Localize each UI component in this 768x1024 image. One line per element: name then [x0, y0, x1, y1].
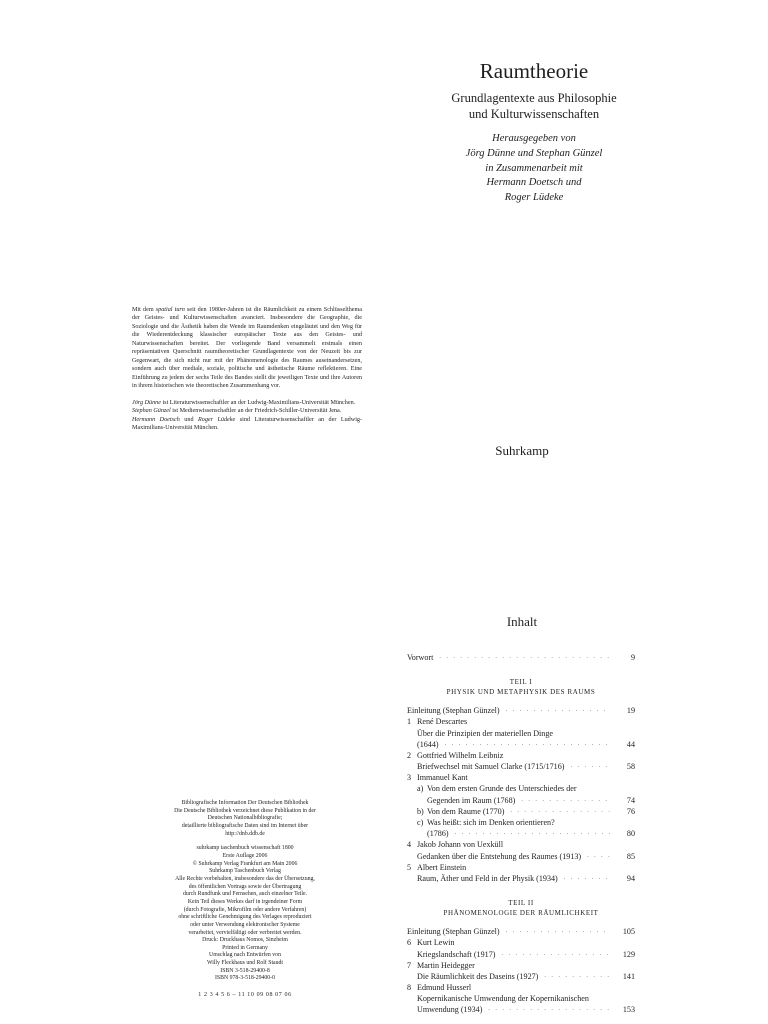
- toc-page-number: 19: [626, 706, 635, 716]
- imprint-line: ohne schriftliche Genehmigung des Verlages reproduziert: [178, 914, 312, 921]
- toc-entry-number: 4: [407, 840, 412, 850]
- toc-page-number: 9: [630, 652, 635, 662]
- toc-entry[interactable]: [407, 971, 635, 982]
- editor-line: Hermann Doetsch und: [486, 177, 582, 189]
- author-bio: ist Medienwissenschaftler an der Friedrich-Schiller-Universität Jena.: [170, 408, 342, 415]
- imprint-line: Alle Rechte vorbehalten, insbesondere das der Übersetzung,: [175, 875, 315, 882]
- part-label: TEIL I: [509, 678, 533, 687]
- toc-entry-title: Gegenden im Raum (1768): [427, 795, 516, 805]
- toc-entry-number: 8: [407, 983, 412, 993]
- toc-part-header: [407, 677, 635, 697]
- toc-page-number: 141: [622, 971, 635, 981]
- table-of-contents: [407, 652, 635, 1016]
- imprint-line: Suhrkamp Taschenbuch Verlag: [209, 868, 281, 875]
- toc-page-number: 74: [626, 795, 635, 805]
- toc-entry[interactable]: [407, 993, 635, 1004]
- subtitle-line: und Kulturwissenschaften: [468, 106, 600, 121]
- toc-entry[interactable]: [407, 1005, 635, 1016]
- title-page: [400, 60, 668, 206]
- toc-entry[interactable]: [407, 873, 635, 884]
- toc-entry[interactable]: [407, 828, 635, 839]
- toc-entry[interactable]: [407, 652, 635, 663]
- toc-entry-title: Kopernikanische Umwendung der Kopernikanischen: [417, 994, 589, 1004]
- author-name: Hermann Doetsch: [132, 416, 180, 423]
- toc-author-name: Immanuel Kant: [417, 773, 468, 783]
- imprint-line: detaillierte bibliografische Daten sind im Internet über: [181, 822, 309, 829]
- toc-entry[interactable]: [407, 817, 635, 828]
- toc-entry-number: 6: [407, 938, 412, 948]
- editor-line: Herausgegeben von: [492, 133, 576, 145]
- author-bio: und: [179, 416, 198, 423]
- blurb-emphasis: spatial turn: [155, 307, 185, 313]
- toc-author-name: Martin Heidegger: [417, 960, 475, 970]
- toc-entry-title: Briefwechsel mit Samuel Clarke (1715/1716): [417, 762, 565, 772]
- toc-entry[interactable]: [407, 728, 635, 739]
- imprint-line: durch Rundfunk und Fernsehen, auch einzelner Teile.: [182, 891, 308, 898]
- toc-entry-title: (1786): [427, 829, 449, 839]
- imprint-line: Deutschen Nationalbibliografie;: [207, 815, 283, 822]
- part-label: TEIL II: [508, 899, 534, 908]
- back-blurb: [132, 306, 362, 433]
- toc-entry-number: 1: [407, 717, 412, 727]
- toc-entry-title: Was heißt: sich im Denken orientieren?: [427, 818, 555, 828]
- imprint-line: Willy Fleckhaus und Rolf Staudt: [206, 960, 284, 967]
- toc-author-row: [407, 839, 635, 850]
- toc-entry-number: 5: [407, 862, 412, 872]
- imprint-line: oder unter Verwendung elektronischer Systeme: [190, 921, 300, 928]
- imprint-line: verarbeitet, vervielfältigt oder verbreitet werden.: [188, 929, 302, 936]
- toc-author-row: [407, 716, 635, 727]
- toc-page-number: 76: [626, 806, 635, 816]
- toc-author-row: [407, 750, 635, 761]
- toc-page-number: 44: [626, 739, 635, 749]
- toc-page-number: 129: [622, 949, 635, 959]
- toc-leader-dots: [445, 739, 611, 750]
- toc-heading: Inhalt: [506, 614, 538, 629]
- imprint-line: Erste Auflage 2006: [222, 852, 268, 859]
- toc-author-name: René Descartes: [417, 717, 468, 727]
- toc-leader-dots: [587, 851, 611, 862]
- toc-entry[interactable]: [407, 806, 635, 817]
- editor-line: Jörg Dünne und Stephan Günzel: [465, 148, 603, 160]
- author-name: Stephan Günzel: [132, 408, 171, 415]
- imprint-line: Bibliografische Information Der Deutschen Bibliothek: [181, 800, 309, 806]
- toc-leader-dots: [501, 949, 611, 960]
- toc-entry-title: Vorwort: [407, 652, 434, 662]
- toc-sub-marker: a): [417, 784, 424, 794]
- toc-entry[interactable]: [407, 851, 635, 862]
- toc-leader-dots: [570, 761, 611, 772]
- imprint: [150, 800, 340, 983]
- toc-leader-dots: [564, 873, 611, 884]
- imprint-line: http://dnb.ddb.de: [225, 830, 265, 837]
- toc-author-name: Albert Einstein: [417, 862, 467, 872]
- imprint-line: ISBN 3-518-29400-8: [220, 967, 270, 974]
- toc-entry-number: 7: [407, 960, 412, 970]
- toc-author-row: [407, 862, 635, 873]
- toc-author-name: Kurt Lewin: [417, 938, 455, 948]
- toc-page-number: 153: [622, 1005, 635, 1015]
- imprint-line: ISBN 978-3-518-29400-0: [214, 975, 276, 982]
- author-bio: sind Literaturwissenschaftler an der Ludwig-Maximilians-Universität München.: [132, 416, 363, 432]
- toc-entry[interactable]: [407, 761, 635, 772]
- toc-entry-title: (1644): [417, 739, 439, 749]
- toc-leader-dots: [544, 971, 611, 982]
- imprint-line: suhrkamp taschenbuch wissenschaft 1800: [196, 845, 294, 852]
- toc-page-number: 85: [626, 851, 635, 861]
- toc-leader-dots: [506, 926, 611, 937]
- print-run-numbers: 1 2 3 4 5 6 – 11 10 09 08 07 06: [198, 992, 292, 998]
- toc-entry-title: Kriegslandschaft (1917): [417, 949, 496, 959]
- toc-leader-dots: [521, 795, 611, 806]
- imprint-line: Druck: Druckhaus Nomos, Sinzheim: [202, 937, 288, 944]
- editors-credit: [400, 132, 668, 205]
- toc-entry[interactable]: [407, 795, 635, 806]
- toc-page-number: 94: [626, 873, 635, 883]
- toc-page-number: 58: [626, 762, 635, 772]
- subtitle-line: Grundlagentexte aus Philosophie: [451, 91, 617, 106]
- toc-entry-number: 3: [407, 773, 412, 783]
- toc-page-number: 80: [626, 829, 635, 839]
- blurb-text: seit den 1980er-Jahren ist die Räumlichkeit zu einem Schlüsselthema der Geistes- und Kulturwissenschaften avanciert. Insbesondere die Geographie, die Soziologie und die Ästhetik haben die Wende im Raumdenken eingeläutet und den Weg für die Wiederentdeckung klassischer europäischer Texte aus den Geistes- und Naturwissenschaften bereitet. Der vorliegende Band versammelt erstmals einen repräsentativen Querschnitt raumtheoretischer Grundlagentexte von der Neuzeit bis zur Gegenwart, die sich nicht nur mit der Phänomenologie des Raumes auseinandersetzen, sondern auch über mediale, soziale, politische und ästhetische Räume reflektieren. Eine Einführung zu jedem der sechs Teile des Bandes stellt die jeweiligen Texte und ihre Autoren in ihrem historischen wie theoretischen Zusammenhang vor.: [132, 307, 362, 390]
- toc-entry[interactable]: [407, 949, 635, 960]
- imprint-line: Umschlag nach Entwürfen von: [209, 952, 281, 959]
- imprint-line: Kein Teil dieses Werkes darf in irgendeiner Form: [187, 898, 303, 905]
- publisher-name: Suhrkamp: [495, 443, 549, 458]
- toc-leader-dots: [510, 806, 611, 817]
- imprint-line: Printed in Germany: [222, 944, 268, 951]
- editor-line: in Zusammenarbeit mit: [485, 162, 583, 174]
- book-subtitle: [400, 91, 668, 122]
- imprint-line: Die Deutsche Bibliothek verzeichnet diese Publikation in der: [174, 807, 316, 814]
- toc-sub-marker: b): [417, 806, 424, 816]
- toc-entry-title: Die Räumlichkeit des Daseins (1927): [417, 971, 539, 981]
- imprint-line: © Suhrkamp Verlag Frankfurt am Main 2006: [192, 860, 298, 867]
- toc-entry-title: Umwendung (1934): [417, 1005, 483, 1015]
- toc-sub-marker: c): [417, 818, 424, 828]
- toc-entry-number: 2: [407, 750, 412, 760]
- toc-entry-title: Einleitung (Stephan Günzel): [407, 706, 500, 716]
- toc-entry-title: Von dem Raume (1770): [427, 806, 505, 816]
- toc-leader-dots: [488, 1005, 611, 1016]
- toc-part-header: [407, 898, 635, 918]
- imprint-line: (durch Fotografie, Mikrofilm oder andere Verfahren): [183, 906, 307, 913]
- toc-author-row: [407, 982, 635, 993]
- toc-author-name: Gottfried Wilhelm Leibniz: [417, 750, 504, 760]
- author-notes: [132, 399, 362, 433]
- author-name: Jörg Dünne: [132, 399, 161, 406]
- toc-entry-title: Über die Prinzipien der materiellen Dinge: [417, 728, 553, 738]
- toc-leader-dots: [455, 828, 611, 839]
- book-title: Raumtheorie: [479, 59, 589, 83]
- part-title: PHÄNOMENOLOGIE DER RÄUMLICHKEIT: [443, 909, 599, 918]
- toc-author-row: [407, 937, 635, 948]
- toc-entry-title: Gedanken über die Entstehung des Raumes (1913): [417, 851, 582, 861]
- toc-entry[interactable]: [407, 784, 635, 795]
- author-name: Roger Lüdeke: [198, 416, 236, 423]
- author-bio: ist Literaturwissenschaftler an der Ludwig-Maximilians-Universität München.: [160, 399, 356, 406]
- blurb-paragraph: [132, 306, 362, 391]
- toc-entry[interactable]: [407, 739, 635, 750]
- blurb-text: Mit dem: [132, 307, 156, 313]
- toc-page-number: 105: [622, 927, 635, 937]
- toc-entry-title: Von dem ersten Grunde des Unterschiedes der: [427, 784, 577, 794]
- toc-author-row: [407, 960, 635, 971]
- toc-entry-title: Einleitung (Stephan Günzel): [407, 927, 500, 937]
- editor-line: Roger Lüdeke: [504, 192, 564, 204]
- toc-leader-dots: [439, 652, 611, 663]
- toc-author-name: Edmund Husserl: [417, 983, 472, 993]
- toc-author-row: [407, 772, 635, 783]
- toc-entry[interactable]: [407, 926, 635, 937]
- toc-leader-dots: [506, 705, 611, 716]
- imprint-line: des öffentlichen Vortrags sowie der Übertragung: [188, 883, 302, 890]
- part-title: PHYSIK UND METAPHYSIK DES RAUMS: [446, 688, 596, 697]
- toc-author-name: Jakob Johann von Uexküll: [417, 840, 504, 850]
- toc-entry[interactable]: [407, 705, 635, 716]
- toc-entry-title: Raum, Äther und Feld in der Physik (1934): [417, 873, 558, 883]
